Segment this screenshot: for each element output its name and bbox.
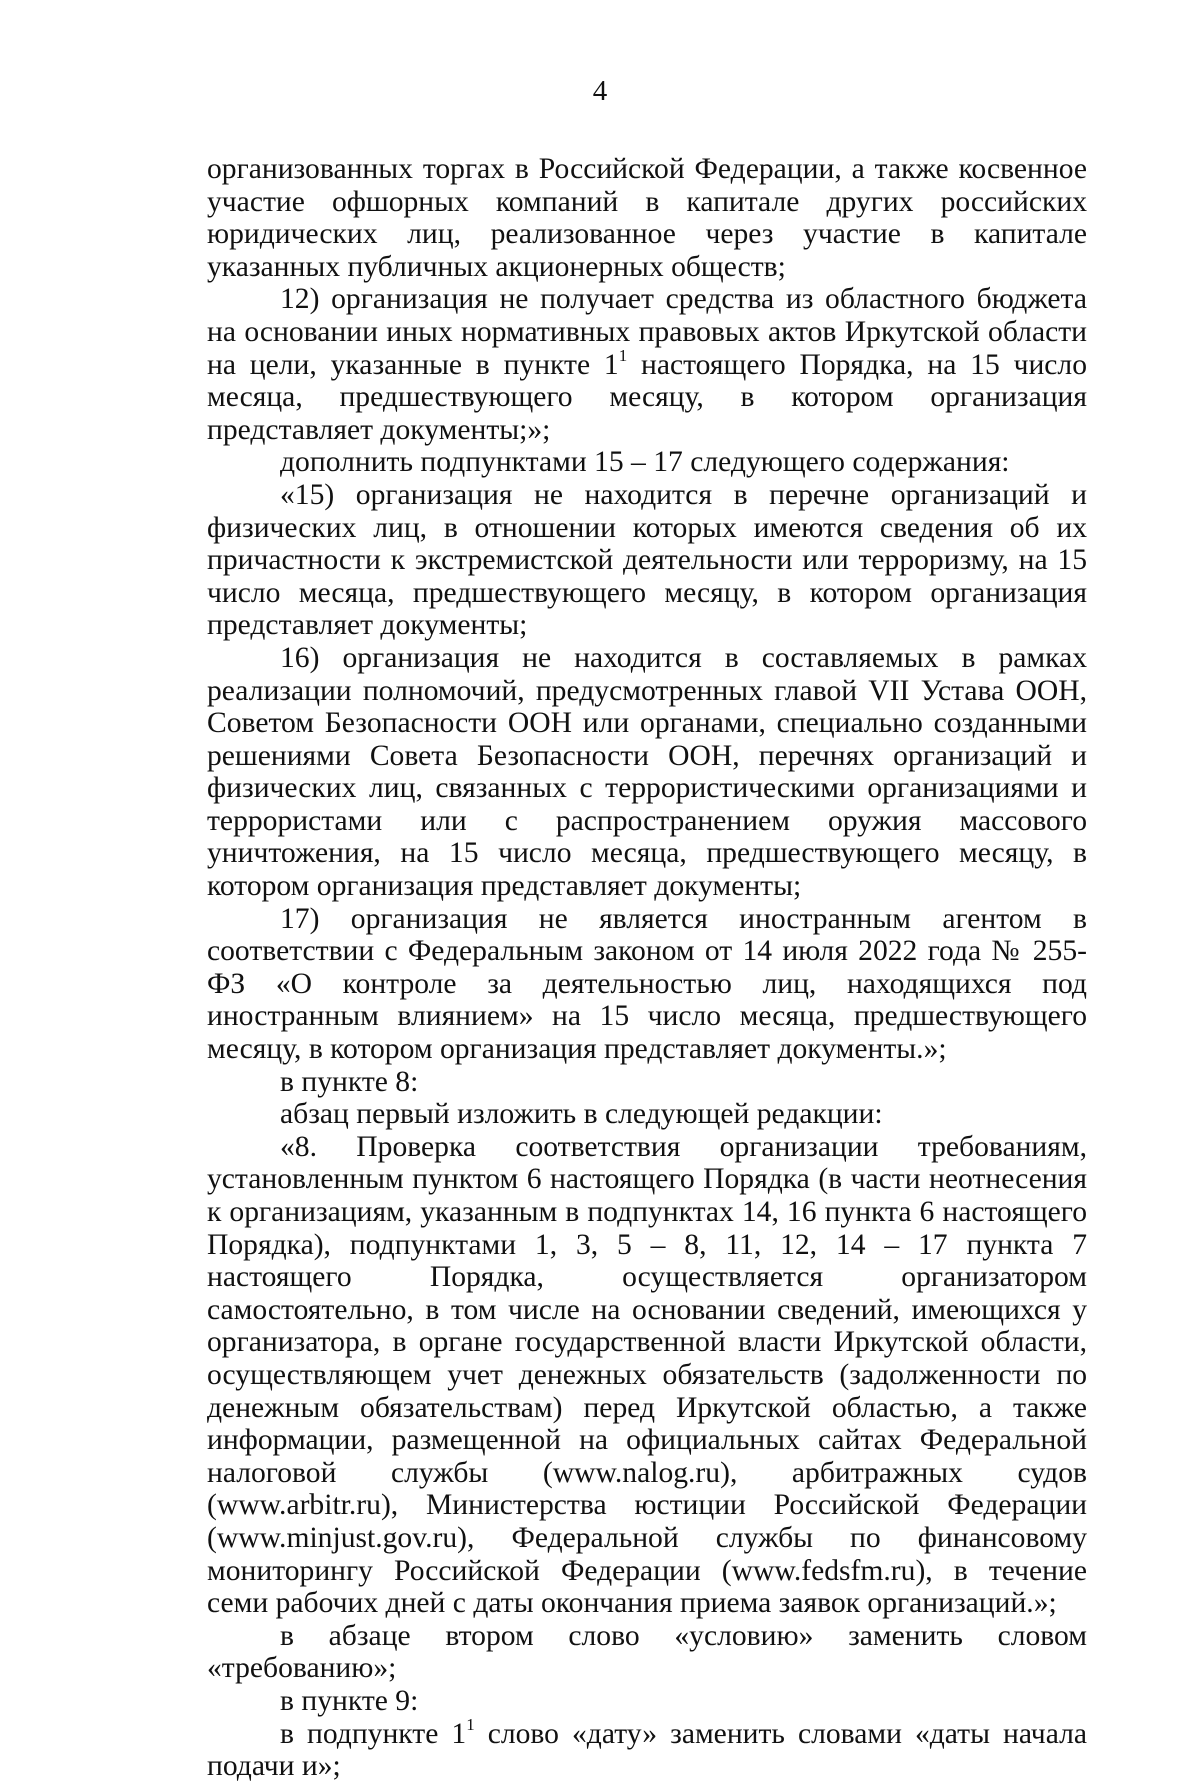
- superscript: 1: [618, 345, 628, 365]
- superscript: 1: [466, 1714, 475, 1734]
- document-body: [207, 153, 1087, 1783]
- paragraph-text: настоящего Порядка, на 15 число месяца, предшествующего месяцу, в котором организация представляет документы;»;: [207, 348, 1087, 446]
- paragraph-amendment-intro: дополнить подпунктами 15 – 17 следующего содержания:: [280, 446, 1010, 479]
- paragraph-point-8-text: «8. Проверка соответствия организации требованиям, установленным пунктом 6 настоящего Порядка (в части неотнесения к организациям, указанным в подпунктах 14, 16 пункта 6 настоящего Порядка), подпунктами 1, 3, 5 – 8, 11, 12, 14 – 17 пункта 7 настоящего Порядка, осуществляется организатором самостоятельно, в том числе на основании сведений, имеющихся у организатора, в органе государственной власти Иркутской области, осуществляющем учет денежных обязательств (задолженности по денежным обязательствам) перед Иркутской областью, а также информации, размещенной на официальных сайтах Федеральной налоговой службы (www.nalog.ru), арбитражных судов (www.arbitr.ru), Министерства юстиции Российской Федерации (www.minjust.gov.ru), Федеральной службы по финансовому мониторингу Российской Федерации (www.fedsfm.ru), в течение семи рабочих дней с даты окончания приема заявок организаций.»;: [207, 1130, 1087, 1620]
- paragraph-point-9-heading: в пункте 9:: [280, 1684, 419, 1717]
- paragraph-subitem-16: 16) организация не находится в составляемых в рамках реализации полномочий, предусмотренных главой VII Устава ООН, Советом Безопасности ООН или органами, специально созданными решениями Совета Безопасности ООН, перечнях организаций и физических лиц, связанных с террористическими организациями и террористами или с распространением оружия массового уничтожения, на 15 число месяца, предшествующего месяцу, в котором организация представляет документы;: [207, 641, 1087, 903]
- paragraph-subitem-12: [207, 283, 1087, 446]
- paragraph-first-abzac: абзац первый изложить в следующей редакции:: [280, 1098, 883, 1131]
- paragraph-subitem-17: 17) организация не является иностранным агентом в соответствии с Федеральным законом от 14 июля 2022 года № 255-ФЗ «О контроле за деятельностью лиц, находящихся под иностранным влиянием» на 15 число месяца, предшествующего месяцу, в котором организация представляет документы.»;: [207, 902, 1087, 1066]
- paragraph-subitem-1-1: [207, 1714, 1087, 1783]
- paragraph-text: в подпункте 1: [280, 1717, 467, 1750]
- paragraph-continuation: организованных торгах в Российской Федерации, а также косвенное участие офшорных компаний в капитале других российских юридических лиц, реализованное через участие в капитале указанных публичных акционерных обществ;: [207, 153, 1087, 283]
- paragraph-text: слово «дату» заменить словами «даты начала подачи и»;: [207, 1717, 1087, 1783]
- page-number: 4: [592, 75, 608, 107]
- paragraph-subitem-15: «15) организация не находится в перечне организаций и физических лиц, в отношении которых имеются сведения об их причастности к экстремистской деятельности или терроризму, на 15 число месяца, предшествующего месяцу, в котором организация представляет документы;: [207, 478, 1087, 642]
- paragraph-second-abzac: в абзаце втором слово «условию» заменить словом «требованию»;: [207, 1619, 1087, 1685]
- paragraph-text: 12) организация не получает средства из областного бюджета на основании иных нормативных правовых актов Иркутской области на цели, указанные в пункте 1: [207, 283, 1087, 381]
- paragraph-point-8-heading: в пункте 8:: [280, 1065, 419, 1098]
